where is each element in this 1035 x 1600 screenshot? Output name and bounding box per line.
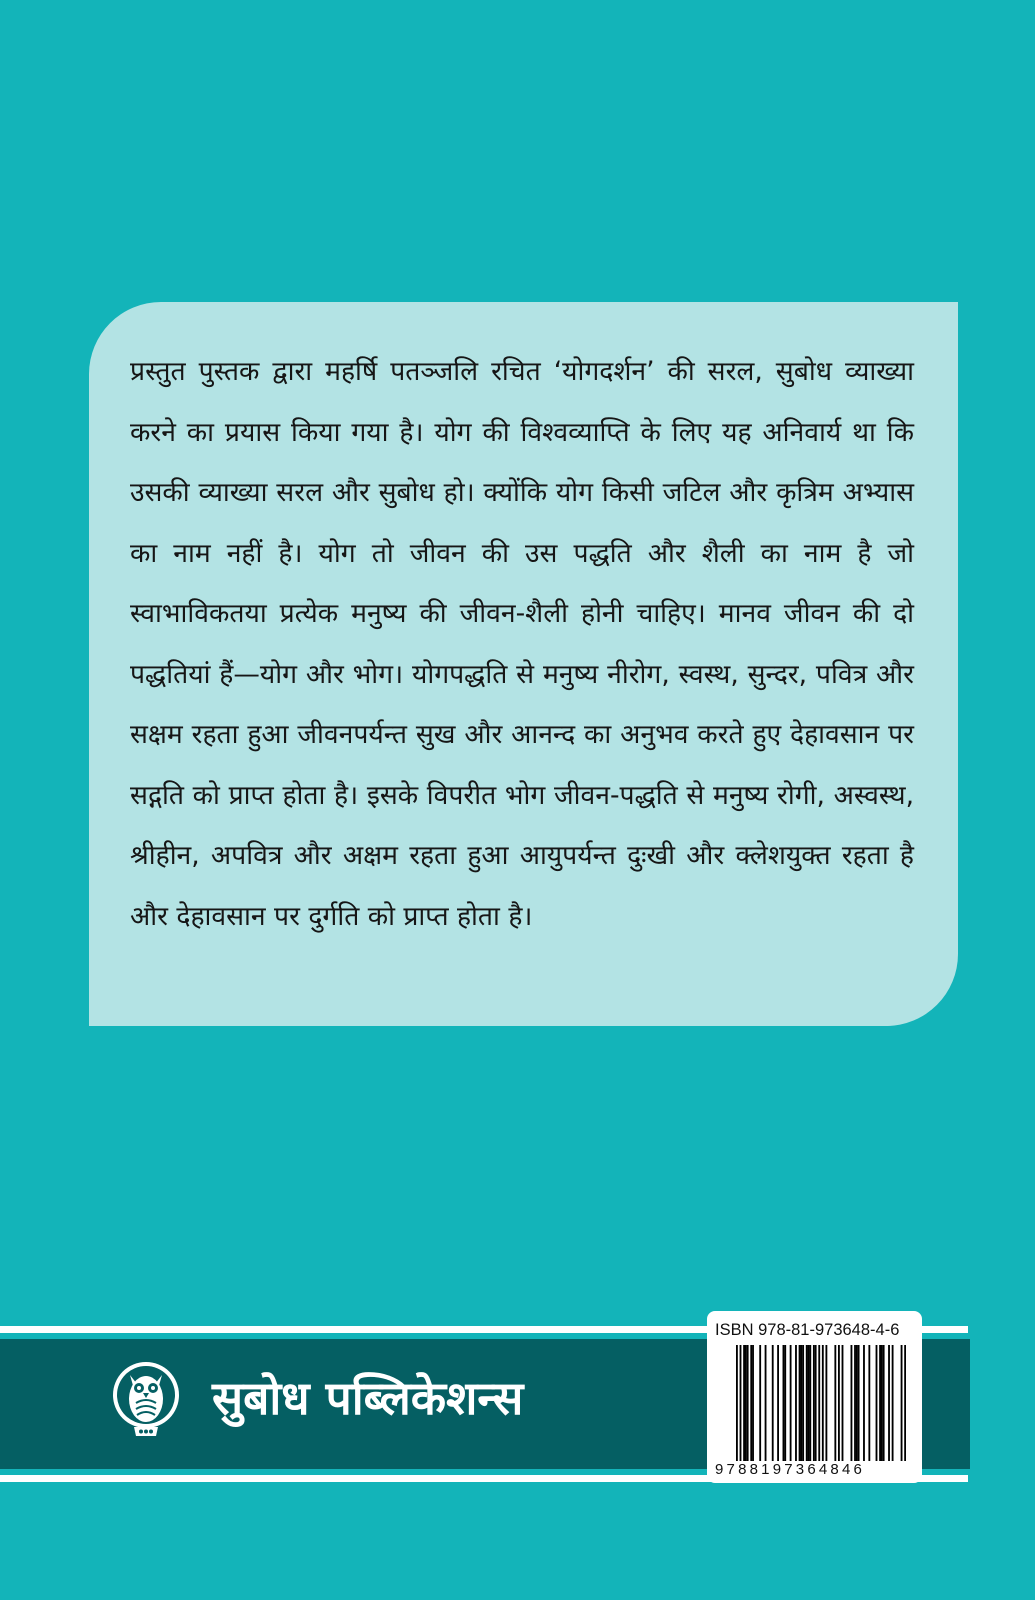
barcode-digits: 9788197364846 [715,1461,866,1478]
isbn-label: ISBN 978-81-973648-4-6 [715,1321,900,1339]
barcode [736,1345,906,1461]
description-panel [89,302,958,1026]
publisher-name: सुबोध पब्लिकेशन्स [212,1371,524,1425]
description-text: प्रस्तुत पुस्तक द्वारा महर्षि पतञ्जलि रचित ‘योगदर्शन’ की सरल, सुबोध व्याख्या करने का प्रयास किया गया है। योग की विश्वव्याप्ति के लिए यह अनिवार्य था कि उसकी व्याख्या सरल और सुबोध हो। क्योंकि योग किसी जटिल और कृत्रिम अभ्यास का नाम नहीं है। योग तो जीवन की उस पद्धति और शैली का नाम है जो स्वाभाविकतया प्रत्येक मनुष्य की जीवन-शैली होनी चाहिए। मानव जीवन की दो पद्धतियां हैं—योग और भोग। योगपद्धति से मनुष्य नीरोग, स्वस्थ, सुन्दर, पवित्र और सक्षम रहता हुआ जीवनपर्यन्त सुख और आनन्द का अनुभव करते हुए देहावसान पर सद्गति को प्राप्त होता है। इसके विपरीत भोग जीवन-पद्धति से मनुष्य रोगी, अस्वस्थ, श्रीहीन, अपवित्र और अक्षम रहता हुआ आयुपर्यन्त दुःखी और क्लेशयुक्त रहता है और देहावसान पर दुर्गति को प्राप्त होता है। [130,356,914,932]
isbn-box [707,1311,922,1483]
owl-logo-icon [110,1357,184,1441]
